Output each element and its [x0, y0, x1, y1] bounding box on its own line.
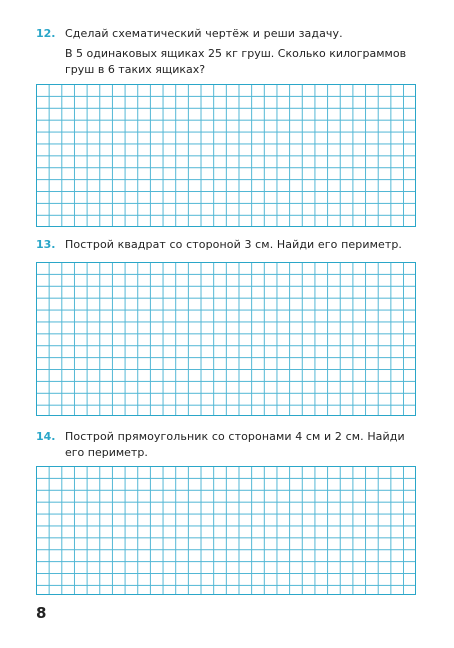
task-12-first-line [36, 26, 418, 42]
task-instruction: Построй прямоугольник со сторонами 4 см и 2 см. Найди [65, 430, 405, 443]
answer-grid-14[interactable] [36, 466, 416, 595]
task-14-first-line [36, 429, 418, 445]
answer-grid-12[interactable] [36, 84, 416, 227]
task-14 [36, 429, 418, 461]
task-instruction: Сделай схематический чертёж и реши задачу. [65, 27, 343, 40]
task-number: 14. [36, 430, 56, 443]
answer-grid-13[interactable] [36, 262, 416, 416]
task-problem-line: В 5 одинаковых ящиках 25 кг груш. Сколько килограммов [65, 47, 407, 60]
task-instruction: Построй квадрат со стороной 3 см. Найди его периметр. [65, 238, 403, 251]
task-number: 12. [36, 27, 56, 40]
page-number: 8 [36, 604, 47, 622]
task-number: 13. [36, 238, 56, 251]
task-instruction-continued: его периметр. [65, 446, 148, 459]
task-13-first-line [36, 237, 418, 253]
task-12 [36, 26, 418, 78]
task-problem-line: груш в 6 таких ящиках? [65, 63, 206, 76]
task-13 [36, 237, 418, 253]
